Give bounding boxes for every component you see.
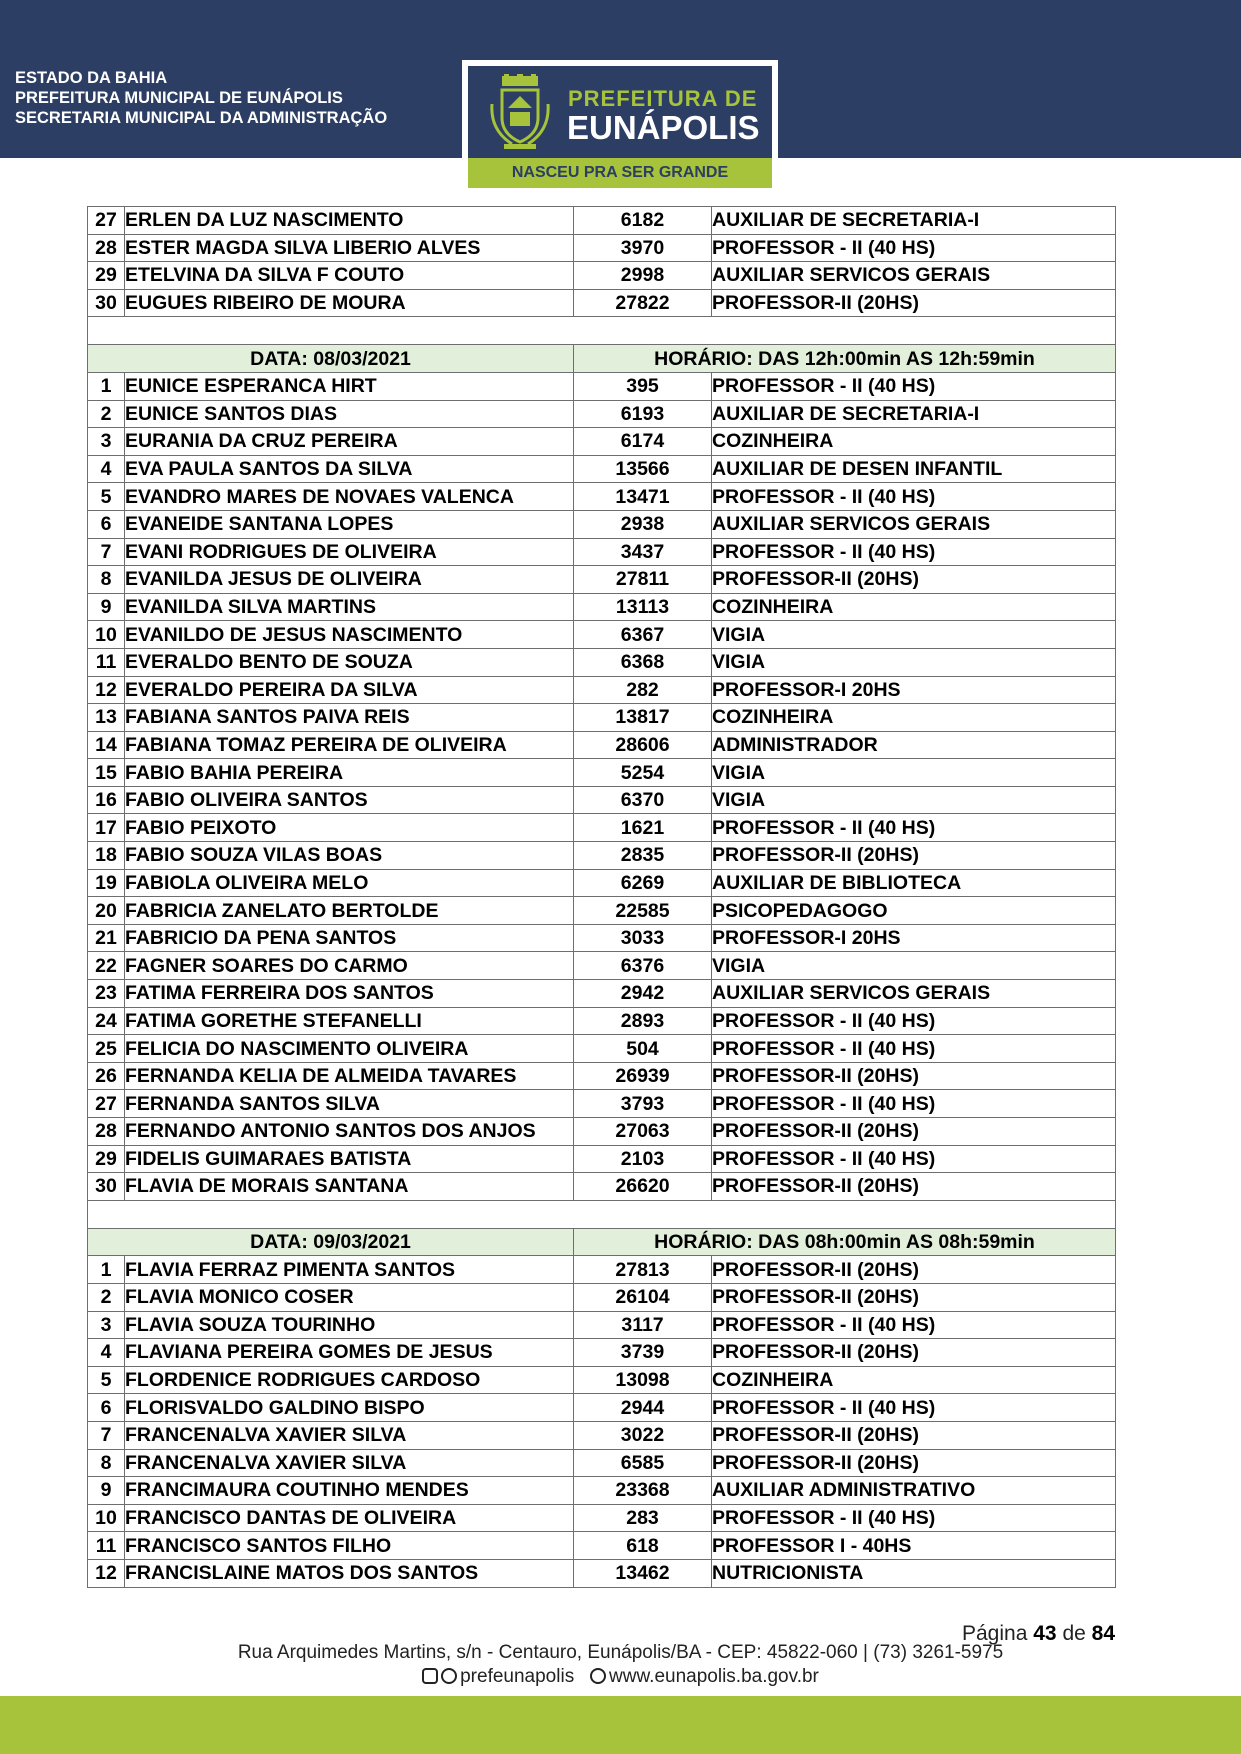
employee-name: FABIO BAHIA PEREIRA [125,759,574,787]
employee-name: EVANI RODRIGUES DE OLIVEIRA [125,538,574,566]
employee-position: PROFESSOR-II (20HS) [712,1449,1116,1477]
logo-slogan: NASCEU PRA SER GRANDE [468,158,772,188]
table-row [88,1311,1116,1339]
row-number: 7 [88,1421,125,1449]
employee-name: FABRICIO DA PENA SANTOS [125,924,574,952]
employee-position: PROFESSOR-II (20HS) [712,289,1116,317]
employee-registration: 6585 [574,1449,712,1477]
employee-name: EUNICE ESPERANCA HIRT [125,372,574,400]
employee-name: FERNANDO ANTONIO SANTOS DOS ANJOS [125,1118,574,1146]
employee-position: PROFESSOR-II (20HS) [712,842,1116,870]
employee-position: AUXILIAR SERVICOS GERAIS [712,510,1116,538]
row-number: 30 [88,1173,125,1201]
employee-registration: 13471 [574,483,712,511]
table-row [88,924,1116,952]
facebook-icon [441,1668,457,1684]
employee-registration: 6193 [574,400,712,428]
coat-of-arms-icon [490,74,550,150]
employee-name: FABRICIA ZANELATO BERTOLDE [125,897,574,925]
employee-position: ADMINISTRADOR [712,731,1116,759]
row-number: 24 [88,1007,125,1035]
employee-position: PROFESSOR - II (40 HS) [712,538,1116,566]
row-number: 9 [88,593,125,621]
employee-registration: 283 [574,1504,712,1532]
schedule-time: HORÁRIO: DAS 08h:00min AS 08h:59min [574,1228,1116,1256]
staff-schedule-table [87,206,1116,1588]
table-row [88,952,1116,980]
employee-registration: 13113 [574,593,712,621]
social-handle[interactable]: prefeunapolis [460,1666,575,1687]
table-row [88,759,1116,787]
row-number: 11 [88,648,125,676]
employee-position: PROFESSOR-II (20HS) [712,1283,1116,1311]
logo-line1: PREFEITURA DE [568,86,758,111]
header-line-secretaria: SECRETARIA MUNICIPAL DA ADMINISTRAÇÃO [15,109,388,127]
employee-registration: 6368 [574,648,712,676]
spacer-row [88,1200,1116,1228]
employee-name: FLAVIANA PEREIRA GOMES DE JESUS [125,1339,574,1367]
employee-name: FABIO SOUZA VILAS BOAS [125,842,574,870]
employee-registration: 3793 [574,1090,712,1118]
row-number: 29 [88,262,125,290]
employee-position: PROFESSOR - II (40 HS) [712,1035,1116,1063]
instagram-icon [422,1668,438,1684]
row-number: 15 [88,759,125,787]
employee-registration: 282 [574,676,712,704]
employee-position: PROFESSOR-II (20HS) [712,1062,1116,1090]
prefeitura-logo [462,60,778,192]
table-row [88,1145,1116,1173]
employee-registration: 28606 [574,731,712,759]
employee-position: PROFESSOR-II (20HS) [712,1339,1116,1367]
employee-position: PROFESSOR - II (40 HS) [712,483,1116,511]
table-row [88,538,1116,566]
employee-position: PSICOPEDAGOGO [712,897,1116,925]
table-row [88,786,1116,814]
row-number: 29 [88,1145,125,1173]
table-row [88,593,1116,621]
employee-name: FLAVIA DE MORAIS SANTANA [125,1173,574,1201]
employee-registration: 504 [574,1035,712,1063]
row-number: 2 [88,1283,125,1311]
employee-registration: 27063 [574,1118,712,1146]
employee-name: EVANDRO MARES DE NOVAES VALENCA [125,483,574,511]
employee-name: FRANCENALVA XAVIER SILVA [125,1449,574,1477]
row-number: 10 [88,1504,125,1532]
table-row [88,1118,1116,1146]
employee-registration: 27811 [574,566,712,594]
employee-registration: 6174 [574,428,712,456]
table-row [88,1532,1116,1560]
employee-position: VIGIA [712,759,1116,787]
row-number: 7 [88,538,125,566]
row-number: 6 [88,1394,125,1422]
employee-position: AUXILIAR DE SECRETARIA-I [712,207,1116,235]
table-row [88,869,1116,897]
employee-name: FELICIA DO NASCIMENTO OLIVEIRA [125,1035,574,1063]
employee-registration: 13566 [574,455,712,483]
row-number: 30 [88,289,125,317]
row-number: 4 [88,455,125,483]
table-row [88,676,1116,704]
table-row [88,1256,1116,1284]
employee-registration: 395 [574,372,712,400]
employee-position: PROFESSOR - II (40 HS) [712,814,1116,842]
spacer-cell [88,317,1116,345]
employee-name: EVA PAULA SANTOS DA SILVA [125,455,574,483]
row-number: 23 [88,980,125,1008]
employee-registration: 6269 [574,869,712,897]
row-number: 28 [88,1118,125,1146]
table-row [88,1504,1116,1532]
table-row [88,731,1116,759]
employee-position: PROFESSOR-II (20HS) [712,566,1116,594]
employee-position: PROFESSOR - II (40 HS) [712,1504,1116,1532]
table-row [88,1366,1116,1394]
row-number: 3 [88,1311,125,1339]
employee-position: VIGIA [712,952,1116,980]
row-number: 2 [88,400,125,428]
page-number: Página 43 de 84 [962,1622,1115,1645]
employee-registration: 3117 [574,1311,712,1339]
employee-registration: 2938 [574,510,712,538]
employee-name: ETELVINA DA SILVA F COUTO [125,262,574,290]
employee-registration: 3033 [574,924,712,952]
header-text [15,68,387,128]
employee-position: PROFESSOR - II (40 HS) [712,1394,1116,1422]
employee-name: FRANCIMAURA COUTINHO MENDES [125,1477,574,1505]
employee-registration: 6376 [574,952,712,980]
table-row [88,207,1116,235]
employee-position: PROFESSOR-II (20HS) [712,1256,1116,1284]
table-row [88,1477,1116,1505]
employee-name: EURANIA DA CRUZ PEREIRA [125,428,574,456]
employee-name: FLAVIA SOUZA TOURINHO [125,1311,574,1339]
employee-position: PROFESSOR - II (40 HS) [712,234,1116,262]
row-number: 20 [88,897,125,925]
row-number: 11 [88,1532,125,1560]
employee-registration: 1621 [574,814,712,842]
employee-name: FLORDENICE RODRIGUES CARDOSO [125,1366,574,1394]
employee-position: PROFESSOR - II (40 HS) [712,372,1116,400]
employee-name: FABIO OLIVEIRA SANTOS [125,786,574,814]
table-row [88,1035,1116,1063]
row-number: 5 [88,1366,125,1394]
table-row [88,842,1116,870]
row-number: 28 [88,234,125,262]
employee-name: FRANCISLAINE MATOS DOS SANTOS [125,1559,574,1587]
row-number: 22 [88,952,125,980]
table-row [88,1007,1116,1035]
row-number: 12 [88,1559,125,1587]
employee-registration: 5254 [574,759,712,787]
table-row [88,262,1116,290]
table-row [88,400,1116,428]
footer-bar [0,1696,1241,1754]
employee-name: FERNANDA KELIA DE ALMEIDA TAVARES [125,1062,574,1090]
employee-position: AUXILIAR ADMINISTRATIVO [712,1477,1116,1505]
employee-name: EVANILDA SILVA MARTINS [125,593,574,621]
schedule-header-row [88,1228,1116,1256]
table-row [88,510,1116,538]
table-row [88,980,1116,1008]
employee-name: EVANILDA JESUS DE OLIVEIRA [125,566,574,594]
website-link[interactable]: www.eunapolis.ba.gov.br [609,1666,819,1687]
row-number: 12 [88,676,125,704]
employee-registration: 3022 [574,1421,712,1449]
table-row [88,289,1116,317]
employee-registration: 2893 [574,1007,712,1035]
row-number: 19 [88,869,125,897]
header-line-state: ESTADO DA BAHIA [15,69,168,87]
employee-registration: 23368 [574,1477,712,1505]
employee-registration: 22585 [574,897,712,925]
table-row [88,648,1116,676]
logo-line2: EUNÁPOLIS [567,109,760,146]
schedule-table-body [88,207,1116,1588]
employee-position: PROFESSOR I - 40HS [712,1532,1116,1560]
table-row [88,1394,1116,1422]
row-number: 8 [88,566,125,594]
employee-name: FIDELIS GUIMARAES BATISTA [125,1145,574,1173]
employee-registration: 6182 [574,207,712,235]
employee-registration: 2835 [574,842,712,870]
employee-name: FLAVIA MONICO COSER [125,1283,574,1311]
employee-position: PROFESSOR-II (20HS) [712,1118,1116,1146]
row-number: 4 [88,1339,125,1367]
employee-name: EVERALDO PEREIRA DA SILVA [125,676,574,704]
employee-registration: 2944 [574,1394,712,1422]
employee-name: EUGUES RIBEIRO DE MOURA [125,289,574,317]
employee-name: FABIANA TOMAZ PEREIRA DE OLIVEIRA [125,731,574,759]
employee-position: AUXILIAR DE DESEN INFANTIL [712,455,1116,483]
schedule-date: DATA: 09/03/2021 [88,1228,574,1256]
employee-registration: 26620 [574,1173,712,1201]
spacer-row [88,317,1116,345]
employee-registration: 13098 [574,1366,712,1394]
row-number: 27 [88,207,125,235]
row-number: 8 [88,1449,125,1477]
table-row [88,621,1116,649]
row-number: 6 [88,510,125,538]
row-number: 9 [88,1477,125,1505]
table-row [88,372,1116,400]
row-number: 16 [88,786,125,814]
row-number: 5 [88,483,125,511]
employee-name: FLAVIA FERRAZ PIMENTA SANTOS [125,1256,574,1284]
employee-registration: 618 [574,1532,712,1560]
row-number: 21 [88,924,125,952]
employee-registration: 3437 [574,538,712,566]
employee-registration: 6367 [574,621,712,649]
employee-position: VIGIA [712,648,1116,676]
employee-registration: 26939 [574,1062,712,1090]
table-row [88,1173,1116,1201]
table-row [88,1062,1116,1090]
employee-position: PROFESSOR - II (40 HS) [712,1007,1116,1035]
table-row [88,483,1116,511]
row-number: 1 [88,372,125,400]
table-row [88,428,1116,456]
employee-position: AUXILIAR SERVICOS GERAIS [712,262,1116,290]
employee-name: FLORISVALDO GALDINO BISPO [125,1394,574,1422]
employee-name: FATIMA FERREIRA DOS SANTOS [125,980,574,1008]
table-row [88,897,1116,925]
employee-position: PROFESSOR-I 20HS [712,924,1116,952]
employee-registration: 2103 [574,1145,712,1173]
employee-name: EUNICE SANTOS DIAS [125,400,574,428]
row-number: 10 [88,621,125,649]
spacer-cell [88,1200,1116,1228]
row-number: 25 [88,1035,125,1063]
employee-position: PROFESSOR - II (40 HS) [712,1311,1116,1339]
row-number: 3 [88,428,125,456]
schedule-time: HORÁRIO: DAS 12h:00min AS 12h:59min [574,345,1116,373]
employee-name: FABIANA SANTOS PAIVA REIS [125,704,574,732]
employee-registration: 27813 [574,1256,712,1284]
employee-registration: 27822 [574,289,712,317]
header-line-prefeitura: PREFEITURA MUNICIPAL DE EUNÁPOLIS [15,89,343,107]
table-row [88,1090,1116,1118]
employee-name: FABIOLA OLIVEIRA MELO [125,869,574,897]
employee-registration: 3739 [574,1339,712,1367]
row-number: 18 [88,842,125,870]
employee-position: COZINHEIRA [712,1366,1116,1394]
table-row [88,455,1116,483]
employee-position: PROFESSOR-II (20HS) [712,1173,1116,1201]
row-number: 1 [88,1256,125,1284]
globe-icon [590,1668,606,1684]
table-row [88,1339,1116,1367]
table-row [88,1449,1116,1477]
employee-name: EVANILDO DE JESUS NASCIMENTO [125,621,574,649]
employee-registration: 6370 [574,786,712,814]
employee-name: EVANEIDE SANTANA LOPES [125,510,574,538]
employee-registration: 13817 [574,704,712,732]
employee-name: FRANCENALVA XAVIER SILVA [125,1421,574,1449]
employee-position: VIGIA [712,786,1116,814]
employee-registration: 13462 [574,1559,712,1587]
table-row [88,566,1116,594]
table-row [88,814,1116,842]
row-number: 17 [88,814,125,842]
schedule-header-row [88,345,1116,373]
footer-social [0,1666,1241,1688]
employee-name: EVERALDO BENTO DE SOUZA [125,648,574,676]
employee-name: ESTER MAGDA SILVA LIBERIO ALVES [125,234,574,262]
row-number: 26 [88,1062,125,1090]
employee-name: ERLEN DA LUZ NASCIMENTO [125,207,574,235]
employee-name: FRANCISCO SANTOS FILHO [125,1532,574,1560]
schedule-date: DATA: 08/03/2021 [88,345,574,373]
employee-position: AUXILIAR DE BIBLIOTECA [712,869,1116,897]
employee-name: FABIO PEIXOTO [125,814,574,842]
employee-registration: 26104 [574,1283,712,1311]
employee-position: PROFESSOR - II (40 HS) [712,1090,1116,1118]
employee-name: FERNANDA SANTOS SILVA [125,1090,574,1118]
employee-position: PROFESSOR-I 20HS [712,676,1116,704]
row-number: 13 [88,704,125,732]
employee-position: COZINHEIRA [712,704,1116,732]
employee-name: FATIMA GORETHE STEFANELLI [125,1007,574,1035]
employee-position: COZINHEIRA [712,428,1116,456]
employee-registration: 2998 [574,262,712,290]
employee-registration: 3970 [574,234,712,262]
table-row [88,1283,1116,1311]
row-number: 27 [88,1090,125,1118]
table-row [88,234,1116,262]
employee-name: FRANCISCO DANTAS DE OLIVEIRA [125,1504,574,1532]
table-row [88,704,1116,732]
row-number: 14 [88,731,125,759]
table-row [88,1421,1116,1449]
employee-position: AUXILIAR DE SECRETARIA-I [712,400,1116,428]
table-row [88,1559,1116,1587]
employee-position: PROFESSOR - II (40 HS) [712,1145,1116,1173]
employee-position: NUTRICIONISTA [712,1559,1116,1587]
employee-registration: 2942 [574,980,712,1008]
employee-position: AUXILIAR SERVICOS GERAIS [712,980,1116,1008]
employee-position: VIGIA [712,621,1116,649]
employee-position: PROFESSOR-II (20HS) [712,1421,1116,1449]
employee-position: COZINHEIRA [712,593,1116,621]
employee-name: FAGNER SOARES DO CARMO [125,952,574,980]
footer-address: Rua Arquimedes Martins, s/n - Centauro, Eunápolis/BA - CEP: 45822-060 | (73) 3261-5975 [237,1642,1004,1663]
